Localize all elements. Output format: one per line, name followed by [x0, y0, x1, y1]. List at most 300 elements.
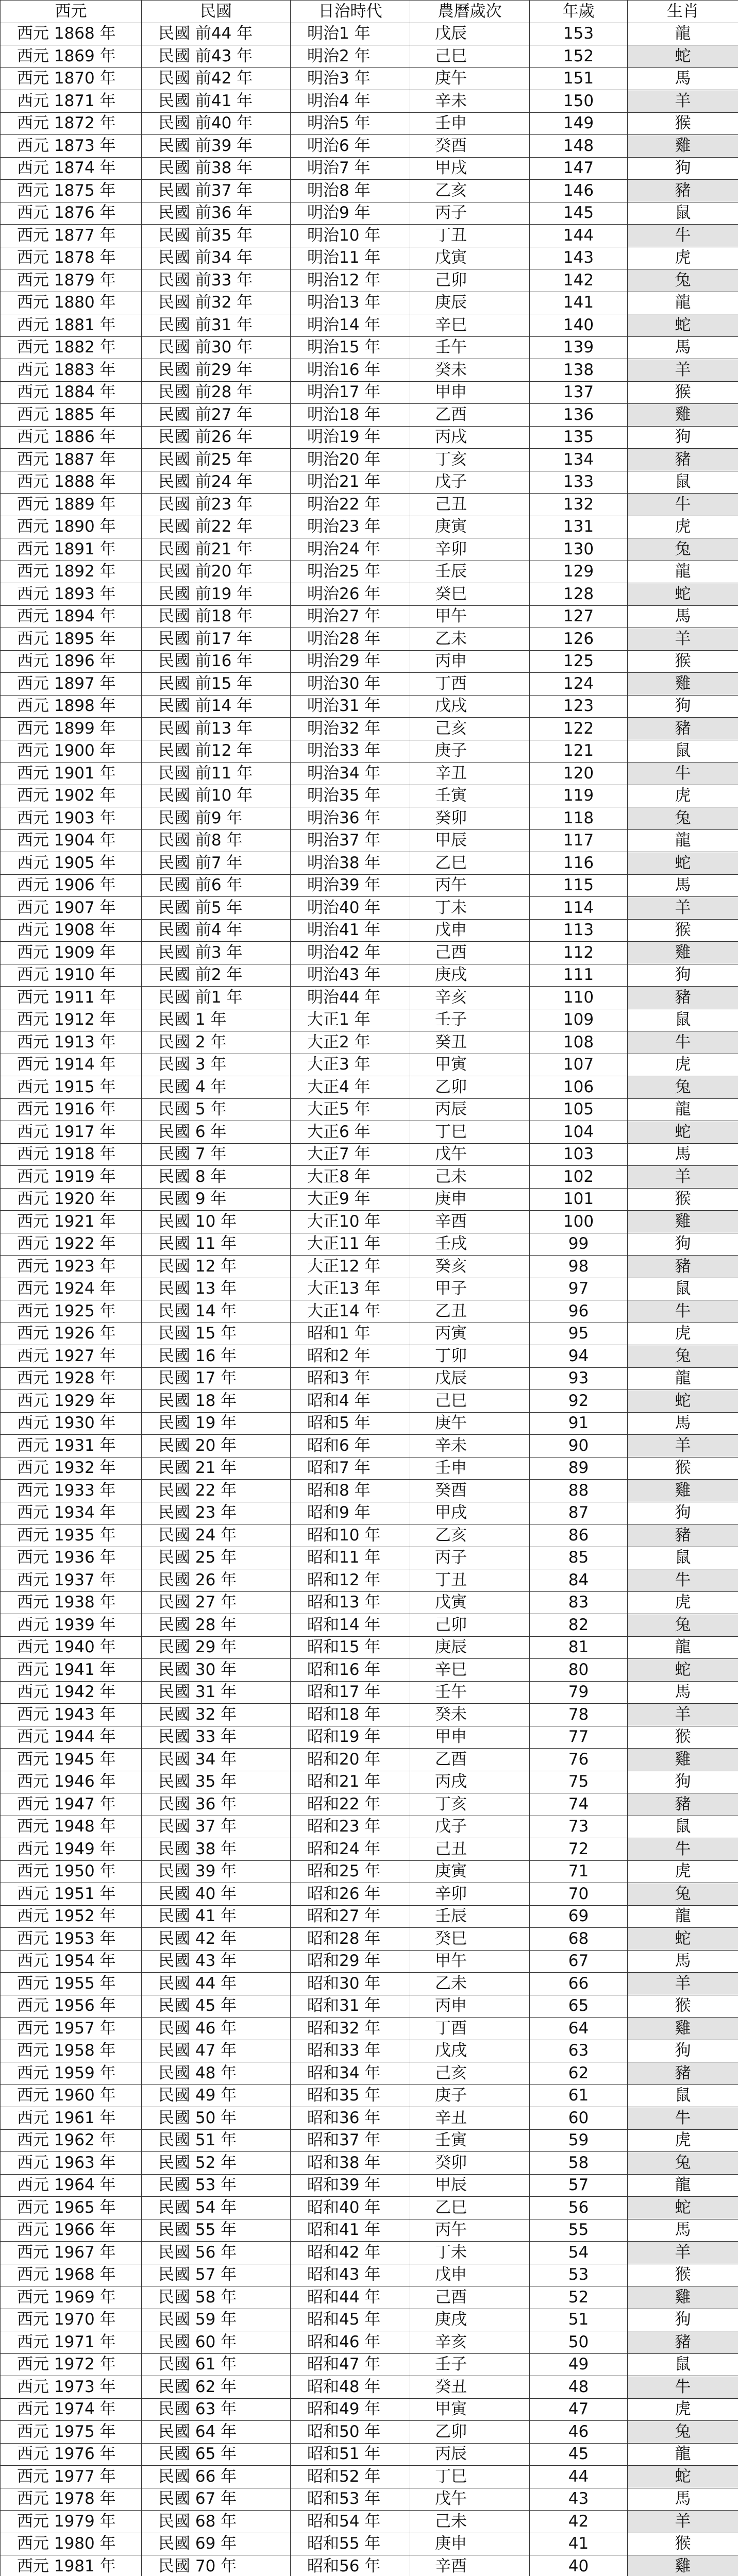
zodiac-cell: 馬	[628, 2488, 738, 2511]
minguo-year-cell: 民國 前44 年	[142, 23, 291, 45]
table-row	[1, 695, 738, 718]
zodiac-cell: 鼠	[628, 1816, 738, 1838]
age-cell: 59	[530, 2129, 628, 2152]
lunar-year-cell: 己丑	[410, 494, 530, 516]
western-year-cell: 西元 1926 年	[1, 1323, 142, 1345]
header-western-year: 西元	[1, 1, 142, 23]
age-cell: 60	[530, 2107, 628, 2130]
lunar-year-cell: 乙未	[410, 628, 530, 651]
zodiac-cell: 馬	[628, 1950, 738, 1973]
western-year-cell: 西元 1918 年	[1, 1143, 142, 1166]
western-year-cell: 西元 1966 年	[1, 2219, 142, 2242]
zodiac-cell: 虎	[628, 1323, 738, 1345]
age-cell: 67	[530, 1950, 628, 1973]
lunar-year-cell: 辛亥	[410, 2331, 530, 2354]
lunar-year-cell: 辛卯	[410, 538, 530, 561]
minguo-year-cell: 民國 24 年	[142, 1524, 291, 1547]
zodiac-cell: 馬	[628, 1143, 738, 1166]
minguo-year-cell: 民國 29 年	[142, 1636, 291, 1659]
table-row	[1, 2219, 738, 2242]
table-row	[1, 1457, 738, 1480]
zodiac-cell: 猴	[628, 1457, 738, 1480]
table-row	[1, 2353, 738, 2376]
lunar-year-cell: 丙辰	[410, 2443, 530, 2466]
table-row	[1, 1143, 738, 1166]
lunar-year-cell: 甲午	[410, 605, 530, 628]
zodiac-cell: 牛	[628, 2376, 738, 2399]
lunar-year-cell: 丙午	[410, 874, 530, 897]
zodiac-cell: 猴	[628, 650, 738, 673]
age-cell: 73	[530, 1816, 628, 1838]
zodiac-cell: 豬	[628, 2062, 738, 2085]
japanese-era-cell: 明治19 年	[291, 426, 410, 449]
table-row	[1, 2511, 738, 2533]
japanese-era-cell: 明治43 年	[291, 964, 410, 987]
table-row	[1, 583, 738, 606]
age-cell: 98	[530, 1256, 628, 1278]
lunar-year-cell: 庚辰	[410, 1636, 530, 1659]
minguo-year-cell: 民國 1 年	[142, 1009, 291, 1031]
age-cell: 122	[530, 718, 628, 740]
lunar-year-cell: 乙巳	[410, 852, 530, 875]
zodiac-cell: 雞	[628, 2555, 738, 2576]
age-cell: 42	[530, 2511, 628, 2533]
western-year-cell: 西元 1903 年	[1, 807, 142, 830]
japanese-era-cell: 昭和47 年	[291, 2353, 410, 2376]
age-cell: 61	[530, 2084, 628, 2107]
western-year-cell: 西元 1868 年	[1, 23, 142, 45]
table-row	[1, 1480, 738, 1502]
lunar-year-cell: 癸亥	[410, 1256, 530, 1278]
lunar-year-cell: 庚申	[410, 2533, 530, 2555]
table-row	[1, 269, 738, 292]
minguo-year-cell: 民國 前20 年	[142, 561, 291, 583]
western-year-cell: 西元 1874 年	[1, 157, 142, 180]
age-cell: 74	[530, 1793, 628, 1816]
lunar-year-cell: 丁未	[410, 2242, 530, 2264]
table-row	[1, 628, 738, 651]
western-year-cell: 西元 1936 年	[1, 1547, 142, 1569]
western-year-cell: 西元 1961 年	[1, 2107, 142, 2130]
lunar-year-cell: 丙午	[410, 2219, 530, 2242]
minguo-year-cell: 民國 前26 年	[142, 426, 291, 449]
age-cell: 81	[530, 1636, 628, 1659]
zodiac-cell: 馬	[628, 1681, 738, 1704]
lunar-year-cell: 丙申	[410, 650, 530, 673]
lunar-year-cell: 辛丑	[410, 2107, 530, 2130]
table-row	[1, 23, 738, 45]
age-cell: 121	[530, 740, 628, 762]
table-row	[1, 471, 738, 494]
table-row	[1, 202, 738, 225]
zodiac-cell: 龍	[628, 1905, 738, 1928]
age-cell: 149	[530, 112, 628, 135]
western-year-cell: 西元 1921 年	[1, 1211, 142, 1233]
lunar-year-cell: 壬辰	[410, 1905, 530, 1928]
zodiac-cell: 猴	[628, 1995, 738, 2018]
western-year-cell: 西元 1957 年	[1, 2018, 142, 2040]
table-row	[1, 2152, 738, 2175]
minguo-year-cell: 民國 45 年	[142, 1995, 291, 2018]
header-japanese-era: 日治時代	[291, 1, 410, 23]
minguo-year-cell: 民國 前32 年	[142, 292, 291, 314]
minguo-year-cell: 民國 46 年	[142, 2018, 291, 2040]
minguo-year-cell: 民國 前4 年	[142, 919, 291, 942]
zodiac-cell: 蛇	[628, 1390, 738, 1413]
age-cell: 89	[530, 1457, 628, 1480]
japanese-era-cell: 昭和48 年	[291, 2376, 410, 2399]
lunar-year-cell: 庚寅	[410, 516, 530, 538]
japanese-era-cell: 昭和37 年	[291, 2129, 410, 2152]
table-row	[1, 942, 738, 964]
lunar-year-cell: 癸巳	[410, 1928, 530, 1951]
lunar-year-cell: 丙戌	[410, 426, 530, 449]
table-row	[1, 1367, 738, 1390]
age-cell: 87	[530, 1502, 628, 1524]
western-year-cell: 西元 1905 年	[1, 852, 142, 875]
zodiac-cell: 馬	[628, 67, 738, 90]
table-row	[1, 1390, 738, 1413]
age-cell: 82	[530, 1614, 628, 1637]
lunar-year-cell: 壬申	[410, 1457, 530, 1480]
table-row	[1, 1793, 738, 1816]
lunar-year-cell: 戊午	[410, 2488, 530, 2511]
western-year-cell: 西元 1917 年	[1, 1121, 142, 1144]
lunar-year-cell: 壬午	[410, 336, 530, 359]
lunar-year-cell: 乙未	[410, 1973, 530, 1995]
western-year-cell: 西元 1875 年	[1, 180, 142, 202]
japanese-era-cell: 明治1 年	[291, 23, 410, 45]
table-row	[1, 1502, 738, 1524]
minguo-year-cell: 民國 21 年	[142, 1457, 291, 1480]
lunar-year-cell: 丙寅	[410, 1323, 530, 1345]
age-cell: 46	[530, 2421, 628, 2444]
table-row	[1, 112, 738, 135]
japanese-era-cell: 大正4 年	[291, 1076, 410, 1099]
western-year-cell: 西元 1913 年	[1, 1031, 142, 1054]
zodiac-cell: 虎	[628, 1591, 738, 1614]
zodiac-cell: 龍	[628, 2443, 738, 2466]
minguo-year-cell: 民國 20 年	[142, 1435, 291, 1458]
minguo-year-cell: 民國 2 年	[142, 1031, 291, 1054]
age-cell: 88	[530, 1480, 628, 1502]
western-year-cell: 西元 1869 年	[1, 45, 142, 68]
lunar-year-cell: 癸丑	[410, 2376, 530, 2399]
lunar-year-cell: 丙辰	[410, 1098, 530, 1121]
zodiac-cell: 豬	[628, 1256, 738, 1278]
minguo-year-cell: 民國 48 年	[142, 2062, 291, 2085]
japanese-era-cell: 昭和1 年	[291, 1323, 410, 1345]
minguo-year-cell: 民國 5 年	[142, 1098, 291, 1121]
lunar-year-cell: 辛丑	[410, 762, 530, 785]
table-row	[1, 45, 738, 68]
zodiac-cell: 羊	[628, 2242, 738, 2264]
western-year-cell: 西元 1870 年	[1, 67, 142, 90]
table-row	[1, 1031, 738, 1054]
minguo-year-cell: 民國 68 年	[142, 2511, 291, 2533]
western-year-cell: 西元 1947 年	[1, 1793, 142, 1816]
western-year-cell: 西元 1885 年	[1, 404, 142, 427]
western-year-cell: 西元 1948 年	[1, 1816, 142, 1838]
age-cell: 99	[530, 1233, 628, 1256]
age-cell: 111	[530, 964, 628, 987]
age-cell: 43	[530, 2488, 628, 2511]
western-year-cell: 西元 1973 年	[1, 2376, 142, 2399]
age-cell: 85	[530, 1547, 628, 1569]
table-row	[1, 964, 738, 987]
age-cell: 52	[530, 2286, 628, 2309]
zodiac-cell: 龍	[628, 2174, 738, 2197]
lunar-year-cell: 壬子	[410, 1009, 530, 1031]
japanese-era-cell: 昭和20 年	[291, 1749, 410, 1771]
zodiac-cell: 龍	[628, 1098, 738, 1121]
minguo-year-cell: 民國 前41 年	[142, 90, 291, 113]
age-cell: 150	[530, 90, 628, 113]
western-year-cell: 西元 1930 年	[1, 1412, 142, 1435]
western-year-cell: 西元 1886 年	[1, 426, 142, 449]
minguo-year-cell: 民國 前42 年	[142, 67, 291, 90]
western-year-cell: 西元 1932 年	[1, 1457, 142, 1480]
table-row	[1, 1233, 738, 1256]
western-year-cell: 西元 1946 年	[1, 1771, 142, 1793]
japanese-era-cell: 大正5 年	[291, 1098, 410, 1121]
japanese-era-cell: 昭和21 年	[291, 1771, 410, 1793]
lunar-year-cell: 丁丑	[410, 1569, 530, 1592]
zodiac-cell: 牛	[628, 2107, 738, 2130]
age-cell: 114	[530, 897, 628, 920]
table-row	[1, 67, 738, 90]
japanese-era-cell: 明治6 年	[291, 135, 410, 158]
japanese-era-cell: 昭和18 年	[291, 1704, 410, 1726]
minguo-year-cell: 民國 34 年	[142, 1749, 291, 1771]
western-year-cell: 西元 1894 年	[1, 605, 142, 628]
lunar-year-cell: 丁亥	[410, 449, 530, 471]
age-cell: 77	[530, 1726, 628, 1749]
lunar-year-cell: 庚午	[410, 67, 530, 90]
japanese-era-cell: 明治8 年	[291, 180, 410, 202]
japanese-era-cell: 明治4 年	[291, 90, 410, 113]
japanese-era-cell: 昭和5 年	[291, 1412, 410, 1435]
lunar-year-cell: 戊申	[410, 919, 530, 942]
lunar-year-cell: 丁酉	[410, 2018, 530, 2040]
japanese-era-cell: 明治11 年	[291, 247, 410, 269]
zodiac-cell: 馬	[628, 874, 738, 897]
age-cell: 66	[530, 1973, 628, 1995]
lunar-year-cell: 甲戌	[410, 157, 530, 180]
lunar-year-cell: 戊申	[410, 2264, 530, 2286]
japanese-era-cell: 大正6 年	[291, 1121, 410, 1144]
table-row	[1, 874, 738, 897]
western-year-cell: 西元 1951 年	[1, 1883, 142, 1906]
minguo-year-cell: 民國 前18 年	[142, 605, 291, 628]
western-year-cell: 西元 1944 年	[1, 1726, 142, 1749]
lunar-year-cell: 甲子	[410, 1278, 530, 1300]
lunar-year-cell: 戊子	[410, 471, 530, 494]
minguo-year-cell: 民國 67 年	[142, 2488, 291, 2511]
western-year-cell: 西元 1888 年	[1, 471, 142, 494]
lunar-year-cell: 庚戌	[410, 2309, 530, 2331]
age-cell: 58	[530, 2152, 628, 2175]
japanese-era-cell: 明治33 年	[291, 740, 410, 762]
age-cell: 144	[530, 225, 628, 247]
japanese-era-cell: 明治21 年	[291, 471, 410, 494]
minguo-year-cell: 民國 15 年	[142, 1323, 291, 1345]
western-year-cell: 西元 1940 年	[1, 1636, 142, 1659]
japanese-era-cell: 昭和31 年	[291, 1995, 410, 2018]
minguo-year-cell: 民國 前25 年	[142, 449, 291, 471]
lunar-year-cell: 乙酉	[410, 1749, 530, 1771]
minguo-year-cell: 民國 58 年	[142, 2286, 291, 2309]
table-row	[1, 1928, 738, 1951]
age-cell: 72	[530, 1838, 628, 1861]
japanese-era-cell: 明治24 年	[291, 538, 410, 561]
western-year-cell: 西元 1938 年	[1, 1591, 142, 1614]
minguo-year-cell: 民國 66 年	[142, 2466, 291, 2488]
minguo-year-cell: 民國 前21 年	[142, 538, 291, 561]
age-cell: 101	[530, 1188, 628, 1211]
zodiac-cell: 狗	[628, 1233, 738, 1256]
lunar-year-cell: 己酉	[410, 2286, 530, 2309]
zodiac-cell: 蛇	[628, 2466, 738, 2488]
minguo-year-cell: 民國 11 年	[142, 1233, 291, 1256]
japanese-era-cell: 昭和41 年	[291, 2219, 410, 2242]
japanese-era-cell: 昭和51 年	[291, 2443, 410, 2466]
lunar-year-cell: 乙卯	[410, 1076, 530, 1099]
lunar-year-cell: 丙子	[410, 1547, 530, 1569]
lunar-year-cell: 戊戌	[410, 695, 530, 718]
table-row	[1, 785, 738, 807]
western-year-cell: 西元 1952 年	[1, 1905, 142, 1928]
japanese-era-cell: 昭和46 年	[291, 2331, 410, 2354]
table-row	[1, 2062, 738, 2085]
table-row	[1, 1098, 738, 1121]
table-row	[1, 90, 738, 113]
japanese-era-cell: 昭和27 年	[291, 1905, 410, 1928]
western-year-cell: 西元 1927 年	[1, 1345, 142, 1368]
zodiac-cell: 雞	[628, 135, 738, 158]
table-row	[1, 561, 738, 583]
japanese-era-cell: 明治3 年	[291, 67, 410, 90]
minguo-year-cell: 民國 59 年	[142, 2309, 291, 2331]
lunar-year-cell: 壬辰	[410, 561, 530, 583]
western-year-cell: 西元 1889 年	[1, 494, 142, 516]
minguo-year-cell: 民國 8 年	[142, 1166, 291, 1189]
age-cell: 131	[530, 516, 628, 538]
minguo-year-cell: 民國 56 年	[142, 2242, 291, 2264]
western-year-cell: 西元 1960 年	[1, 2084, 142, 2107]
minguo-year-cell: 民國 前43 年	[142, 45, 291, 68]
western-year-cell: 西元 1941 年	[1, 1659, 142, 1682]
japanese-era-cell: 明治2 年	[291, 45, 410, 68]
lunar-year-cell: 丁亥	[410, 1793, 530, 1816]
table-row	[1, 2398, 738, 2421]
minguo-year-cell: 民國 40 年	[142, 1883, 291, 1906]
minguo-year-cell: 民國 63 年	[142, 2398, 291, 2421]
western-year-cell: 西元 1898 年	[1, 695, 142, 718]
age-cell: 40	[530, 2555, 628, 2576]
minguo-year-cell: 民國 36 年	[142, 1793, 291, 1816]
age-cell: 147	[530, 157, 628, 180]
western-year-cell: 西元 1977 年	[1, 2466, 142, 2488]
minguo-year-cell: 民國 64 年	[142, 2421, 291, 2444]
zodiac-cell: 雞	[628, 1211, 738, 1233]
table-row	[1, 740, 738, 762]
minguo-year-cell: 民國 54 年	[142, 2197, 291, 2219]
zodiac-cell: 鼠	[628, 202, 738, 225]
table-row	[1, 1345, 738, 1368]
minguo-year-cell: 民國 前33 年	[142, 269, 291, 292]
zodiac-cell: 兔	[628, 269, 738, 292]
age-cell: 115	[530, 874, 628, 897]
japanese-era-cell: 明治12 年	[291, 269, 410, 292]
zodiac-cell: 雞	[628, 404, 738, 427]
western-year-cell: 西元 1953 年	[1, 1928, 142, 1951]
lunar-year-cell: 甲寅	[410, 1054, 530, 1076]
table-row	[1, 2421, 738, 2444]
japanese-era-cell: 昭和44 年	[291, 2286, 410, 2309]
zodiac-cell: 牛	[628, 1838, 738, 1861]
japanese-era-cell: 昭和53 年	[291, 2488, 410, 2511]
age-cell: 79	[530, 1681, 628, 1704]
lunar-year-cell: 甲辰	[410, 829, 530, 852]
minguo-year-cell: 民國 16 年	[142, 1345, 291, 1368]
minguo-year-cell: 民國 57 年	[142, 2264, 291, 2286]
japanese-era-cell: 明治27 年	[291, 605, 410, 628]
japanese-era-cell: 大正8 年	[291, 1166, 410, 1189]
minguo-year-cell: 民國 前12 年	[142, 740, 291, 762]
table-row	[1, 2488, 738, 2511]
age-cell: 119	[530, 785, 628, 807]
minguo-year-cell: 民國 53 年	[142, 2174, 291, 2197]
zodiac-cell: 猴	[628, 381, 738, 404]
zodiac-cell: 蛇	[628, 1121, 738, 1144]
japanese-era-cell: 明治15 年	[291, 336, 410, 359]
zodiac-cell: 牛	[628, 762, 738, 785]
age-cell: 104	[530, 1121, 628, 1144]
lunar-year-cell: 庚子	[410, 2084, 530, 2107]
age-cell: 65	[530, 1995, 628, 2018]
western-year-cell: 西元 1897 年	[1, 673, 142, 696]
japanese-era-cell: 昭和26 年	[291, 1883, 410, 1906]
minguo-year-cell: 民國 前1 年	[142, 987, 291, 1009]
lunar-year-cell: 丁丑	[410, 225, 530, 247]
japanese-era-cell: 明治23 年	[291, 516, 410, 538]
western-year-cell: 西元 1891 年	[1, 538, 142, 561]
table-row	[1, 225, 738, 247]
zodiac-cell: 鼠	[628, 1009, 738, 1031]
lunar-year-cell: 庚申	[410, 1188, 530, 1211]
table-row	[1, 2174, 738, 2197]
age-cell: 124	[530, 673, 628, 696]
lunar-year-cell: 己亥	[410, 718, 530, 740]
japanese-era-cell: 昭和28 年	[291, 1928, 410, 1951]
western-year-cell: 西元 1970 年	[1, 2309, 142, 2331]
zodiac-cell: 牛	[628, 1300, 738, 1323]
japanese-era-cell: 昭和4 年	[291, 1390, 410, 1413]
western-year-cell: 西元 1873 年	[1, 135, 142, 158]
lunar-year-cell: 癸丑	[410, 1031, 530, 1054]
japanese-era-cell: 昭和36 年	[291, 2107, 410, 2130]
zodiac-cell: 兔	[628, 2152, 738, 2175]
japanese-era-cell: 明治13 年	[291, 292, 410, 314]
zodiac-cell: 狗	[628, 426, 738, 449]
minguo-year-cell: 民國 前11 年	[142, 762, 291, 785]
zodiac-cell: 虎	[628, 247, 738, 269]
western-year-cell: 西元 1871 年	[1, 90, 142, 113]
table-row	[1, 1435, 738, 1458]
japanese-era-cell: 昭和10 年	[291, 1524, 410, 1547]
western-year-cell: 西元 1890 年	[1, 516, 142, 538]
